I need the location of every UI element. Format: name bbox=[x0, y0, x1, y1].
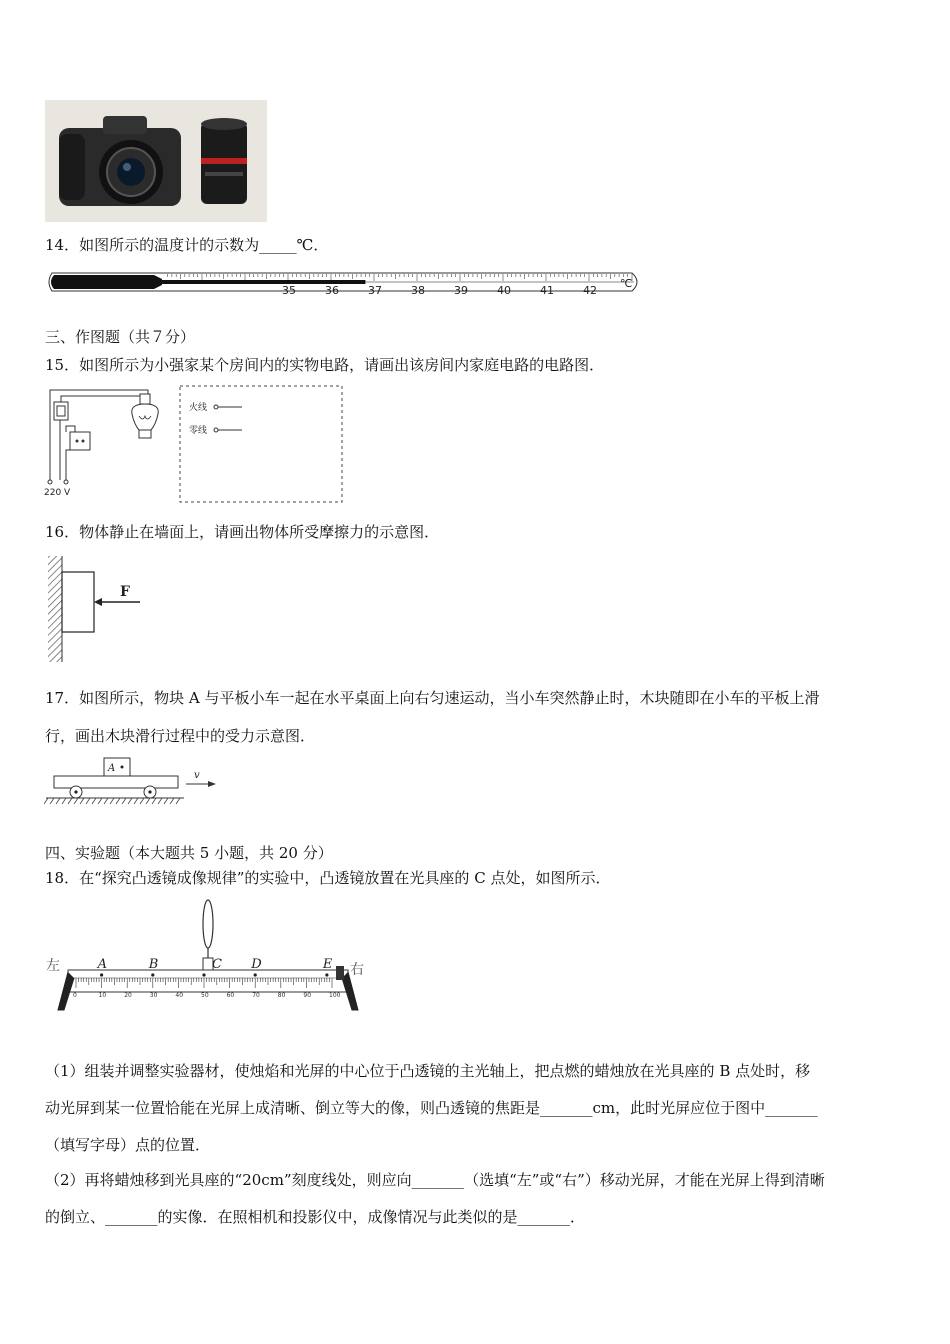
q18-p1-line1: （1）组装并调整实验器材，使烛焰和光屏的中心位于凸透镜的主光轴上，把点燃的蜡烛放在光具座的 B 点处时，移 bbox=[45, 1062, 811, 1080]
ground-hatch-line bbox=[170, 798, 174, 804]
bench-scale-label: 50 bbox=[201, 992, 209, 999]
thermometer-tick-label: 39 bbox=[454, 284, 468, 297]
thermometer-unit: ℃ bbox=[620, 277, 633, 290]
bench-point-c bbox=[202, 973, 205, 976]
ground-hatch-line bbox=[158, 798, 162, 804]
q17-cart-figure bbox=[44, 756, 224, 806]
bench-scale-label: 10 bbox=[98, 992, 107, 999]
convex-lens bbox=[203, 900, 213, 948]
q18-p1-line2: 动光屏到某一位置恰能在光屏上成清晰、倒立等大的像，则凸透镜的焦距是_______cm，此时光屏应位于图中_______ bbox=[45, 1099, 818, 1117]
ground-hatch-line bbox=[86, 798, 90, 804]
ground-hatch-line bbox=[56, 798, 60, 804]
velocity-label: v bbox=[194, 770, 200, 781]
thermometer-tick-label: 36 bbox=[325, 284, 339, 297]
bench-point-label-d: D bbox=[251, 957, 262, 972]
voltage-label: 220 V bbox=[44, 488, 71, 498]
thermometer-tick-label: 37 bbox=[368, 284, 382, 297]
ground-hatch-line bbox=[122, 798, 126, 804]
ground-hatch-line bbox=[176, 798, 180, 804]
ground-hatch-line bbox=[98, 798, 102, 804]
live-wire-label: 火线 bbox=[189, 403, 208, 413]
bench-scale-label: 70 bbox=[252, 992, 260, 999]
q16-wall-figure bbox=[44, 554, 144, 664]
thermometer-tick-label: 40 bbox=[497, 284, 511, 297]
section4-title: 四、实验题（本大题共 5 小题，共 20 分） bbox=[45, 844, 333, 862]
bench-scale-label: 100 bbox=[329, 992, 341, 999]
switch-box bbox=[54, 402, 68, 420]
neutral-wire-label: 零线 bbox=[189, 426, 208, 436]
bench-rail bbox=[68, 970, 348, 992]
ground-hatch-line bbox=[152, 798, 156, 804]
q17-line2: 行，画出木块滑行过程中的受力示意图． bbox=[45, 727, 316, 745]
ground-hatch-line bbox=[110, 798, 114, 804]
object-block bbox=[62, 572, 94, 632]
force-label: F bbox=[120, 584, 130, 600]
bench-point-a bbox=[100, 973, 103, 976]
bench-point-b bbox=[151, 973, 154, 976]
ground-hatch-line bbox=[104, 798, 108, 804]
ground-hatch-line bbox=[50, 798, 54, 804]
bench-point-label-a: A bbox=[97, 957, 107, 972]
thermometer-figure bbox=[44, 266, 644, 298]
ground-hatch-line bbox=[116, 798, 120, 804]
bench-point-d bbox=[254, 973, 257, 976]
bench-scale-label: 80 bbox=[277, 992, 286, 999]
thermometer-tick-label: 41 bbox=[540, 284, 554, 297]
ground-hatch-line bbox=[68, 798, 72, 804]
bench-scale-label: 90 bbox=[303, 992, 312, 999]
ground-hatch-line bbox=[62, 798, 66, 804]
right-label: 右 bbox=[350, 962, 364, 978]
camera-photo bbox=[45, 100, 267, 222]
ground-hatch-line bbox=[140, 798, 144, 804]
q15-text: 15．如图所示为小强家某个房间内的实物电路，请画出该房间内家庭电路的电路图． bbox=[45, 356, 605, 374]
ground-hatch-line bbox=[164, 798, 168, 804]
ground-hatch-line bbox=[74, 798, 78, 804]
ground-hatch-line bbox=[44, 798, 48, 804]
section3-title: 三、作图题（共７分） bbox=[45, 328, 196, 346]
thermometer-tick-label: 42 bbox=[583, 284, 597, 297]
bench-scale-label: 30 bbox=[149, 992, 158, 999]
q17-line1: 17．如图所示，物块 A 与平板小车一起在水平桌面上向右匀速运动，当小车突然静止时，木块随即在小车的平板上滑 bbox=[45, 689, 820, 707]
socket-box bbox=[70, 432, 90, 450]
q15-circuit-figure bbox=[40, 380, 350, 505]
bench-point-e bbox=[325, 973, 328, 976]
cart-board bbox=[54, 776, 178, 788]
q18-p2-line1: （2）再将蜡烛移到光具座的“20cm”刻度线处，则应向_______（选填“左”或“右”）移动光屏，才能在光屏上得到清晰 bbox=[45, 1171, 825, 1189]
ground-hatch-line bbox=[80, 798, 84, 804]
q16-text: 16．物体静止在墙面上，请画出物体所受摩擦力的示意图． bbox=[45, 523, 440, 541]
block-a-label: A bbox=[108, 763, 116, 774]
wall bbox=[48, 556, 62, 662]
q14-text: 14．如图所示的温度计的示数为_____℃． bbox=[45, 236, 329, 254]
ground-hatch-line bbox=[128, 798, 132, 804]
ground-hatch-line bbox=[92, 798, 96, 804]
q18-p1-line3: （填写字母）点的位置． bbox=[45, 1136, 211, 1154]
bench-scale-label: 60 bbox=[226, 992, 235, 999]
bench-scale-label: 0 bbox=[73, 992, 77, 999]
ground-hatch-line bbox=[146, 798, 150, 804]
bench-scale-label: 20 bbox=[124, 992, 132, 999]
left-label: 左 bbox=[46, 958, 60, 974]
bench-point-label-e: E bbox=[322, 957, 333, 972]
thermometer-tick-label: 35 bbox=[282, 284, 296, 297]
ground-hatch-line bbox=[134, 798, 138, 804]
q18-p2-line2: 的倒立、_______的实像．在照相机和投影仪中，成像情况与此类似的是_______． bbox=[45, 1208, 586, 1226]
bench-point-label-c: C bbox=[212, 957, 222, 972]
bench-scale-label: 40 bbox=[175, 992, 184, 999]
bench-point-label-b: B bbox=[148, 957, 159, 972]
q18-text: 18．在“探究凸透镜成像规律”的实验中，凸透镜放置在光具座的 C 点处，如图所示． bbox=[45, 869, 611, 887]
q18-optical-bench-figure bbox=[44, 898, 374, 1018]
thermometer-tick-label: 38 bbox=[411, 284, 425, 297]
